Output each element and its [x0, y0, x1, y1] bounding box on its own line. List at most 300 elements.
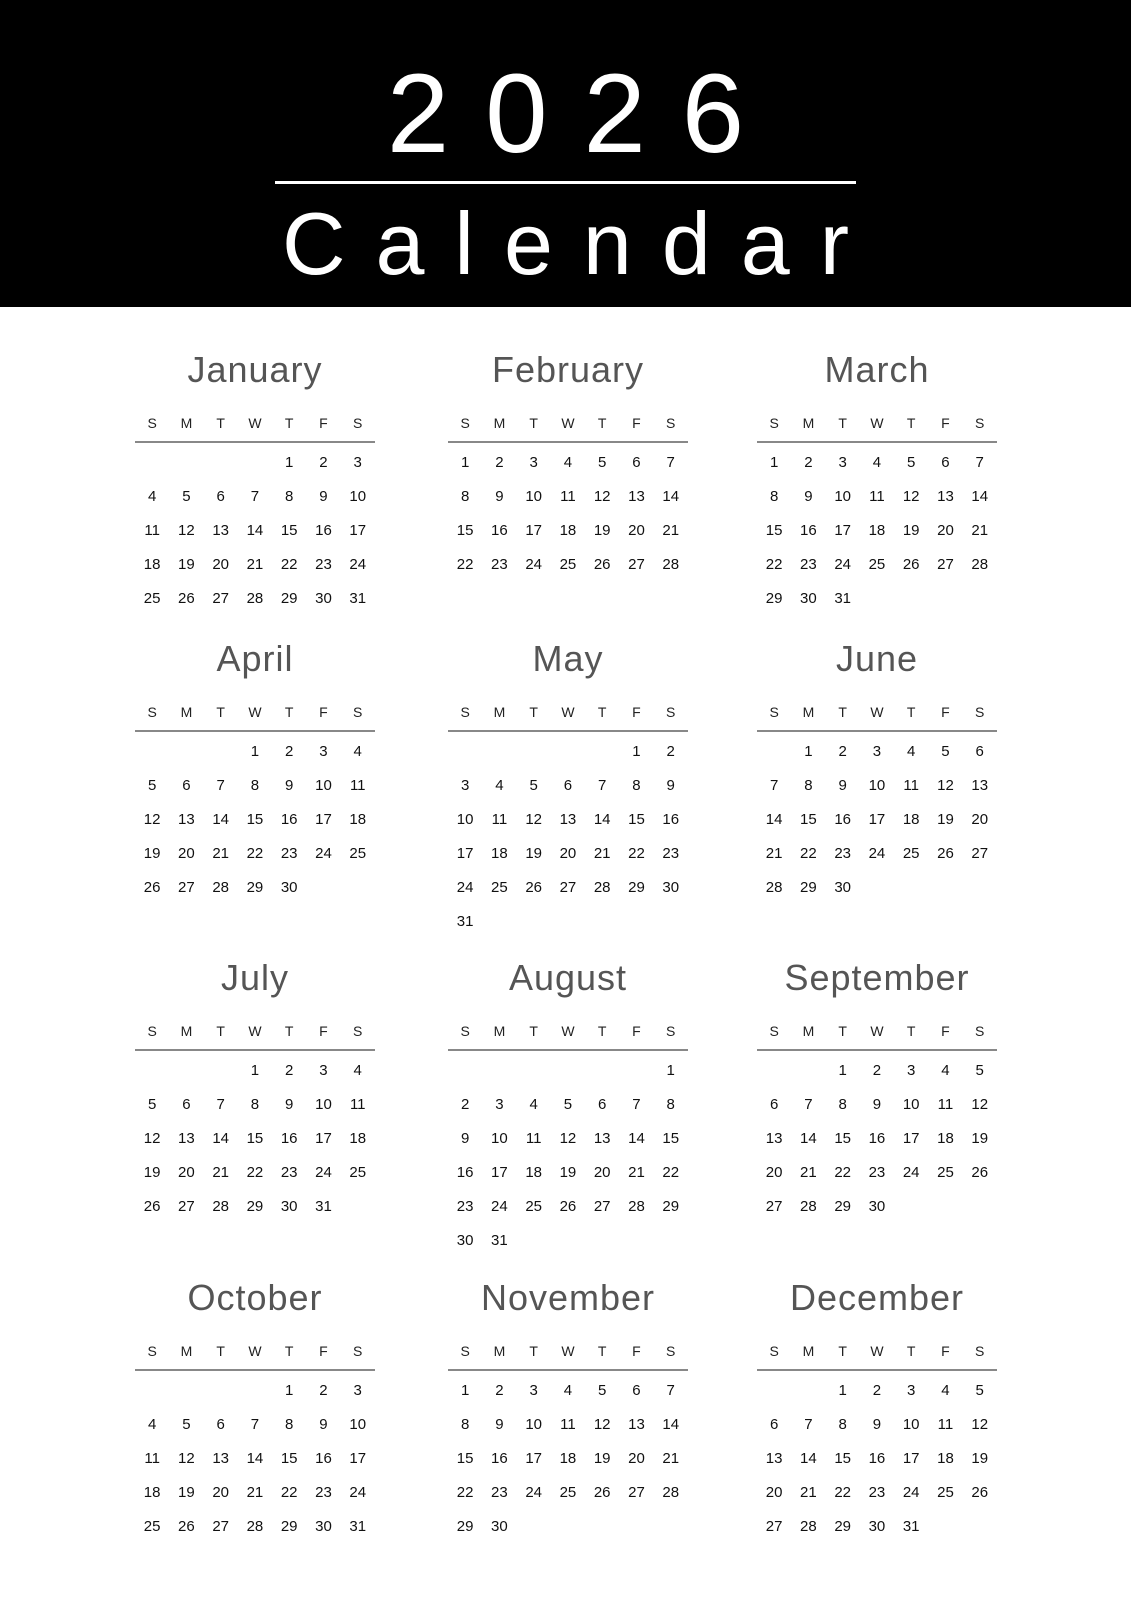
day-cell: 29	[246, 1198, 264, 1215]
day-cell: 12	[937, 777, 954, 794]
day-cell: 14	[593, 811, 611, 828]
weekday-label: T	[216, 415, 225, 431]
day-cell: 29	[280, 590, 298, 607]
day-cell: 26	[593, 556, 611, 573]
day-cell: 24	[456, 879, 474, 896]
day-cell: 25	[902, 845, 920, 862]
day-cell: 11	[937, 1416, 954, 1433]
day-cell: 4	[563, 1382, 573, 1399]
day-cell: 11	[491, 811, 508, 828]
weekday-label: S	[353, 415, 363, 431]
day-cell: 10	[902, 1096, 920, 1113]
day-cell: 14	[662, 1416, 680, 1433]
day-cell: 24	[315, 1164, 332, 1181]
day-cell: 2	[285, 743, 294, 760]
empty-cell	[482, 742, 516, 776]
day-cell: 4	[563, 454, 573, 471]
empty-cell	[238, 1381, 272, 1415]
day-cell: 17	[456, 845, 474, 862]
weekday-label: T	[838, 415, 847, 431]
day-cell: 1	[632, 743, 641, 760]
day-cell: 28	[628, 1198, 645, 1215]
weekday-label: T	[216, 1343, 225, 1359]
day-cell: 5	[941, 743, 950, 760]
day-cell: 18	[525, 1164, 542, 1181]
day-cell: 9	[838, 777, 847, 794]
month-divider	[757, 441, 997, 443]
day-cell: 21	[662, 1450, 680, 1467]
day-cell: 15	[246, 1130, 264, 1147]
day-cell: 21	[800, 1484, 817, 1501]
empty-cell	[619, 1061, 653, 1095]
weekday-label: T	[284, 1343, 294, 1359]
day-grid	[135, 742, 375, 912]
day-grid	[135, 453, 375, 623]
day-cell: 16	[662, 811, 680, 828]
day-cell: 19	[143, 1164, 161, 1181]
day-cell: 28	[246, 1518, 264, 1535]
day-cell: 30	[280, 879, 298, 896]
day-cell: 24	[525, 556, 542, 573]
weekday-label: S	[460, 1023, 470, 1039]
empty-cell	[482, 1061, 516, 1095]
month-divider	[135, 1369, 375, 1371]
day-cell: 27	[212, 1518, 229, 1535]
day-cell: 5	[975, 1062, 984, 1079]
day-cell: 1	[460, 454, 470, 471]
day-cell: 7	[804, 1416, 813, 1433]
weekday-header	[448, 1343, 688, 1359]
day-cell: 14	[800, 1130, 817, 1147]
day-cell: 1	[460, 1382, 470, 1399]
day-grid	[448, 1061, 688, 1265]
day-cell: 28	[765, 879, 783, 896]
day-cell: 15	[765, 522, 783, 539]
day-cell: 30	[315, 590, 332, 607]
day-cell: 26	[143, 879, 161, 896]
empty-cell	[585, 742, 619, 776]
day-cell: 10	[315, 777, 332, 794]
day-cell: 26	[178, 1518, 195, 1535]
day-cell: 25	[349, 845, 367, 862]
day-cell: 1	[838, 1062, 847, 1079]
weekday-label: S	[975, 415, 985, 431]
day-cell: 29	[456, 1518, 474, 1535]
day-cell: 16	[456, 1164, 474, 1181]
calendar-title: Calendar	[281, 194, 880, 293]
weekday-label: S	[147, 415, 157, 431]
day-grid	[448, 453, 688, 589]
day-cell: 1	[250, 743, 260, 760]
day-cell: 2	[495, 1382, 504, 1399]
day-cell: 18	[349, 1130, 367, 1147]
day-cell: 3	[319, 1062, 328, 1079]
day-cell: 7	[250, 488, 260, 505]
day-cell: 9	[319, 1416, 328, 1433]
day-cell: 10	[456, 811, 474, 828]
day-cell: 13	[765, 1130, 783, 1147]
day-cell: 31	[349, 1518, 367, 1535]
day-cell: 16	[868, 1450, 886, 1467]
day-cell: 27	[178, 1198, 195, 1215]
day-cell: 18	[559, 522, 577, 539]
day-cell: 4	[353, 1062, 362, 1079]
day-cell: 8	[838, 1416, 847, 1433]
day-cell: 8	[285, 1416, 294, 1433]
day-cell: 24	[349, 556, 367, 573]
day-cell: 22	[280, 1484, 298, 1501]
day-cell: 11	[937, 1096, 954, 1113]
day-cell: 25	[937, 1164, 954, 1181]
day-cell: 21	[765, 845, 783, 862]
day-cell: 15	[662, 1130, 680, 1147]
day-cell: 31	[834, 590, 851, 607]
weekday-label: W	[870, 1343, 884, 1359]
weekday-label: S	[460, 415, 470, 431]
day-cell: 26	[525, 879, 542, 896]
day-cell: 12	[525, 811, 542, 828]
day-cell: 12	[178, 1450, 195, 1467]
day-cell: 5	[975, 1382, 984, 1399]
day-cell: 11	[144, 1450, 160, 1467]
weekday-label: S	[353, 1023, 363, 1039]
day-cell: 19	[971, 1130, 989, 1147]
day-cell: 26	[971, 1164, 989, 1181]
month-divider	[448, 730, 688, 732]
day-cell: 17	[902, 1130, 920, 1147]
empty-cell	[757, 1061, 791, 1095]
day-cell: 22	[800, 845, 817, 862]
weekday-label: T	[906, 415, 916, 431]
day-cell: 18	[902, 811, 920, 828]
day-cell: 24	[491, 1198, 508, 1215]
day-cell: 20	[212, 556, 229, 573]
day-cell: 7	[250, 1416, 260, 1433]
day-cell: 6	[598, 1096, 607, 1113]
weekday-label: M	[493, 415, 506, 431]
empty-cell	[169, 453, 203, 487]
weekday-label: F	[319, 1023, 328, 1039]
day-cell: 10	[491, 1130, 508, 1147]
day-cell: 30	[868, 1198, 886, 1215]
day-cell: 2	[666, 743, 675, 760]
day-cell: 23	[800, 556, 817, 573]
day-cell: 3	[907, 1062, 916, 1079]
day-cell: 25	[937, 1484, 954, 1501]
day-cell: 6	[632, 454, 641, 471]
day-cell: 14	[800, 1450, 817, 1467]
day-cell: 22	[834, 1164, 851, 1181]
day-cell: 3	[529, 454, 538, 471]
day-cell: 3	[353, 1382, 362, 1399]
empty-cell	[135, 1381, 169, 1415]
weekday-label: T	[597, 1023, 607, 1039]
weekday-label: F	[632, 704, 641, 720]
day-cell: 7	[632, 1096, 641, 1113]
weekday-label: T	[597, 1343, 607, 1359]
day-cell: 2	[872, 1062, 882, 1079]
month-name: November	[480, 1277, 656, 1318]
day-cell: 20	[765, 1484, 783, 1501]
day-cell: 14	[246, 1450, 264, 1467]
day-cell: 19	[593, 522, 611, 539]
day-cell: 2	[495, 454, 504, 471]
day-cell: 8	[460, 488, 470, 505]
month-name: February	[491, 349, 645, 390]
day-cell: 26	[902, 556, 920, 573]
day-cell: 21	[628, 1164, 645, 1181]
day-cell: 18	[559, 1450, 577, 1467]
day-cell: 30	[280, 1198, 298, 1215]
empty-cell	[238, 453, 272, 487]
weekday-label: M	[493, 1023, 506, 1039]
day-cell: 26	[178, 590, 195, 607]
day-cell: 15	[834, 1450, 851, 1467]
month-name: June	[835, 638, 919, 679]
day-cell: 30	[491, 1518, 508, 1535]
day-cell: 2	[319, 1382, 328, 1399]
day-cell: 15	[800, 811, 817, 828]
day-cell: 4	[941, 1062, 950, 1079]
day-grid	[757, 742, 997, 912]
day-cell: 6	[563, 777, 573, 794]
day-cell: 3	[907, 1382, 916, 1399]
day-cell: 14	[628, 1130, 645, 1147]
day-cell: 2	[285, 1062, 294, 1079]
day-cell: 21	[246, 556, 264, 573]
day-cell: 20	[178, 845, 195, 862]
day-cell: 28	[212, 879, 229, 896]
day-cell: 17	[315, 811, 332, 828]
day-cell: 7	[804, 1096, 813, 1113]
day-cell: 10	[834, 488, 851, 505]
day-cell: 11	[525, 1130, 542, 1147]
day-cell: 13	[212, 1450, 229, 1467]
day-cell: 27	[765, 1198, 783, 1215]
day-cell: 23	[280, 845, 298, 862]
day-cell: 6	[632, 1382, 641, 1399]
weekday-label: F	[632, 1343, 641, 1359]
day-cell: 12	[902, 488, 920, 505]
day-cell: 19	[593, 1450, 611, 1467]
day-cell: 5	[182, 1416, 191, 1433]
month-divider	[448, 1369, 688, 1371]
day-cell: 8	[460, 1416, 470, 1433]
day-cell: 8	[666, 1096, 675, 1113]
day-cell: 9	[872, 1416, 882, 1433]
day-cell: 20	[178, 1164, 195, 1181]
day-cell: 23	[491, 1484, 508, 1501]
weekday-label: S	[769, 1023, 779, 1039]
empty-cell	[204, 1381, 238, 1415]
day-cell: 16	[834, 811, 851, 828]
day-cell: 14	[212, 1130, 229, 1147]
weekday-label: T	[284, 1023, 294, 1039]
day-cell: 11	[349, 1096, 366, 1113]
day-cell: 5	[147, 777, 157, 794]
day-cell: 3	[495, 1096, 504, 1113]
day-cell: 28	[971, 556, 989, 573]
weekday-label: F	[319, 704, 328, 720]
day-cell: 23	[868, 1164, 886, 1181]
day-cell: 18	[937, 1130, 954, 1147]
day-cell: 18	[349, 811, 367, 828]
day-cell: 31	[491, 1232, 508, 1249]
day-cell: 22	[662, 1164, 680, 1181]
day-cell: 21	[971, 522, 989, 539]
weekday-label: W	[248, 1023, 262, 1039]
day-cell: 17	[525, 1450, 542, 1467]
weekday-label: T	[216, 1023, 225, 1039]
day-cell: 25	[559, 1484, 577, 1501]
day-cell: 9	[319, 488, 328, 505]
day-cell: 13	[971, 777, 989, 794]
day-cell: 26	[971, 1484, 989, 1501]
weekday-label: S	[975, 1023, 985, 1039]
day-cell: 3	[319, 743, 328, 760]
weekday-label: W	[561, 1343, 575, 1359]
day-cell: 27	[593, 1198, 611, 1215]
day-cell: 20	[593, 1164, 611, 1181]
day-cell: 13	[628, 488, 645, 505]
day-cell: 4	[353, 743, 362, 760]
weekday-label: S	[975, 704, 985, 720]
empty-cell	[135, 1061, 169, 1095]
weekday-label: F	[941, 1343, 950, 1359]
day-cell: 13	[212, 522, 229, 539]
day-cell: 23	[280, 1164, 298, 1181]
day-cell: 1	[250, 1062, 260, 1079]
weekday-label: T	[529, 1023, 538, 1039]
day-cell: 17	[834, 522, 851, 539]
day-cell: 29	[834, 1518, 851, 1535]
day-cell: 12	[559, 1130, 577, 1147]
weekday-label: S	[769, 1343, 779, 1359]
empty-cell	[551, 742, 585, 776]
weekday-label: W	[561, 704, 575, 720]
day-cell: 4	[495, 777, 504, 794]
weekday-label: W	[248, 415, 262, 431]
day-cell: 7	[598, 777, 607, 794]
empty-cell	[448, 1061, 482, 1095]
day-cell: 27	[212, 590, 229, 607]
day-cell: 14	[246, 522, 264, 539]
day-cell: 22	[765, 556, 783, 573]
day-cell: 1	[838, 1382, 847, 1399]
empty-cell	[791, 1381, 825, 1415]
day-cell: 5	[563, 1096, 573, 1113]
day-cell: 7	[666, 1382, 675, 1399]
day-cell: 5	[147, 1096, 157, 1113]
day-cell: 9	[804, 488, 813, 505]
day-cell: 12	[143, 1130, 161, 1147]
day-cell: 15	[280, 1450, 298, 1467]
day-cell: 5	[598, 1382, 607, 1399]
weekday-header	[757, 1343, 997, 1359]
day-cell: 7	[666, 454, 675, 471]
day-grid	[135, 1381, 375, 1551]
weekday-label: T	[597, 415, 607, 431]
day-cell: 3	[838, 454, 847, 471]
day-cell: 15	[628, 811, 645, 828]
day-cell: 26	[937, 845, 954, 862]
day-cell: 31	[456, 913, 474, 930]
day-cell: 16	[280, 811, 298, 828]
month-divider	[448, 1049, 688, 1051]
day-cell: 12	[971, 1416, 989, 1433]
weekday-label: T	[906, 1023, 916, 1039]
day-cell: 15	[280, 522, 298, 539]
day-cell: 12	[143, 811, 161, 828]
day-cell: 14	[765, 811, 783, 828]
weekday-label: W	[870, 415, 884, 431]
weekday-label: S	[769, 415, 779, 431]
day-cell: 28	[662, 556, 680, 573]
weekday-label: T	[906, 704, 916, 720]
day-cell: 22	[280, 556, 298, 573]
weekday-label: S	[975, 1343, 985, 1359]
day-cell: 17	[349, 522, 367, 539]
month-name: May	[532, 638, 604, 679]
day-cell: 3	[353, 454, 362, 471]
empty-cell	[757, 1381, 791, 1415]
day-cell: 30	[456, 1232, 474, 1249]
month-name: March	[824, 349, 930, 390]
day-cell: 22	[456, 1484, 474, 1501]
weekday-label: W	[870, 1023, 884, 1039]
day-cell: 2	[804, 454, 813, 471]
day-cell: 12	[178, 522, 195, 539]
day-cell: 20	[765, 1164, 783, 1181]
weekday-header	[448, 1023, 688, 1039]
day-cell: 25	[525, 1198, 542, 1215]
day-cell: 6	[769, 1096, 779, 1113]
day-cell: 22	[246, 845, 264, 862]
day-cell: 22	[834, 1484, 851, 1501]
day-cell: 23	[315, 556, 332, 573]
weekday-label: M	[802, 704, 815, 720]
weekday-label: W	[561, 1023, 575, 1039]
day-cell: 26	[559, 1198, 577, 1215]
day-cell: 6	[182, 777, 191, 794]
weekday-label: S	[769, 704, 779, 720]
day-cell: 12	[593, 488, 611, 505]
day-cell: 16	[800, 522, 817, 539]
weekday-label: M	[493, 704, 506, 720]
day-cell: 30	[800, 590, 817, 607]
day-grid	[448, 742, 688, 946]
day-cell: 7	[216, 777, 225, 794]
day-cell: 11	[560, 1416, 576, 1433]
day-cell: 15	[246, 811, 264, 828]
day-cell: 8	[769, 488, 779, 505]
day-cell: 17	[315, 1130, 332, 1147]
day-cell: 28	[800, 1198, 817, 1215]
weekday-label: W	[561, 415, 575, 431]
day-cell: 24	[868, 845, 886, 862]
day-cell: 15	[456, 1450, 474, 1467]
day-cell: 13	[937, 488, 954, 505]
day-cell: 21	[212, 845, 229, 862]
day-cell: 18	[143, 556, 161, 573]
empty-cell	[204, 1061, 238, 1095]
weekday-label: S	[666, 415, 676, 431]
weekday-label: F	[941, 704, 950, 720]
day-cell: 23	[662, 845, 680, 862]
day-cell: 5	[529, 777, 538, 794]
day-cell: 19	[143, 845, 161, 862]
day-cell: 1	[769, 454, 779, 471]
